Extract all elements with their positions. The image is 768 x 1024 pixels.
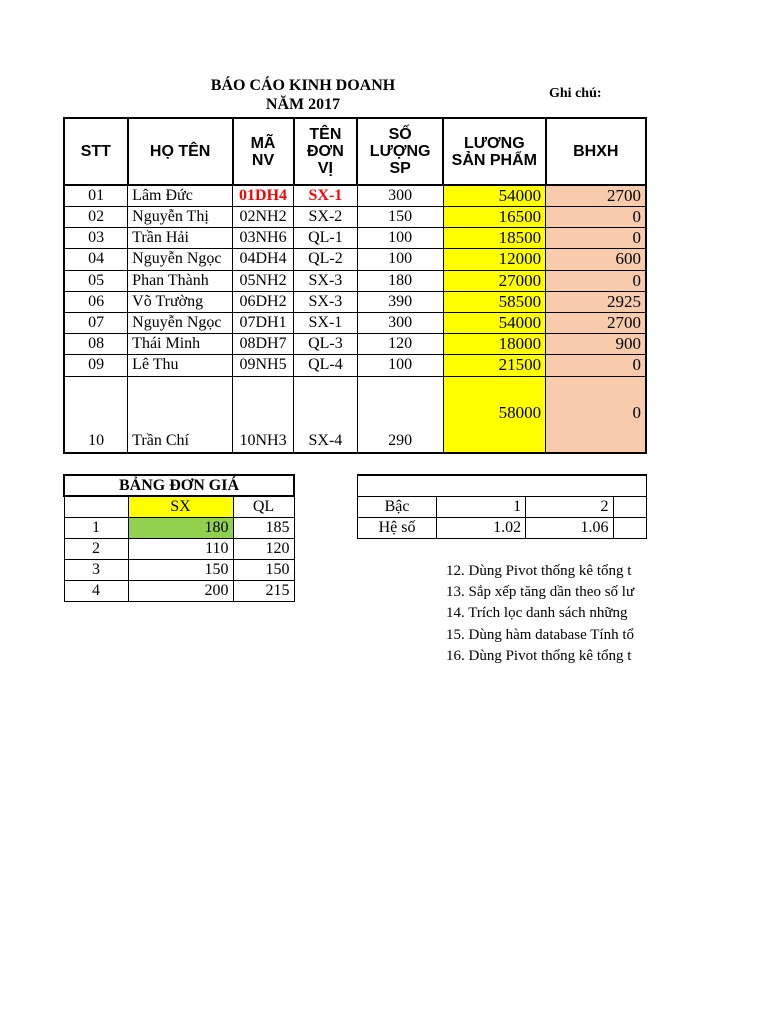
cell-stt[interactable]: 02 [64, 207, 128, 228]
price-ql[interactable]: 215 [233, 580, 294, 601]
price-sx[interactable]: 180 [128, 517, 233, 538]
cell-name[interactable]: Võ Trường [128, 291, 233, 312]
cell-name[interactable]: Thái Minh [128, 334, 233, 355]
cell-unit[interactable]: QL-3 [294, 334, 358, 355]
header-code[interactable]: MÃ NV [233, 118, 294, 185]
cell-bhxh[interactable]: 0 [546, 270, 646, 291]
price-sx[interactable]: 200 [128, 580, 233, 601]
cell-code[interactable]: 05NH2 [233, 270, 294, 291]
table-row [64, 291, 646, 312]
cell-name[interactable]: Nguyễn Thị [128, 207, 233, 228]
cell-qty[interactable]: 150 [357, 207, 443, 228]
cell-salary[interactable]: 58000 [443, 376, 546, 453]
cell-code[interactable]: 04DH4 [233, 249, 294, 270]
table-row [64, 207, 646, 228]
header-bhxh[interactable]: BHXH [546, 118, 646, 185]
table-row [64, 376, 646, 453]
cell-qty[interactable]: 300 [357, 185, 443, 207]
requirement-item: 16. Dùng Pivot thống kê tổng t [446, 648, 632, 664]
table-row [64, 334, 646, 355]
cell-salary[interactable]: 12000 [443, 249, 546, 270]
requirement-item: 13. Sắp xếp tăng dần theo số lư [446, 584, 635, 600]
cell-qty[interactable]: 390 [357, 291, 443, 312]
requirement-item: 14. Trích lọc danh sách những [446, 605, 628, 621]
price-level[interactable]: 2 [64, 538, 128, 559]
cell-name[interactable]: Nguyễn Ngọc [128, 312, 233, 333]
note-label: Ghi chú: [549, 86, 602, 101]
coef-row2-label[interactable]: Hệ số [358, 517, 437, 538]
cell-code[interactable]: 10NH3 [233, 376, 294, 453]
table-row [64, 270, 646, 291]
cell-stt[interactable]: 07 [64, 312, 128, 333]
cell-stt[interactable]: 04 [64, 249, 128, 270]
header-stt[interactable]: STT [64, 118, 128, 185]
coef-row1-value[interactable]: 2 [526, 496, 613, 517]
table-row [64, 249, 646, 270]
cell-stt[interactable]: 01 [64, 185, 128, 207]
report-title-line1: BÁO CÁO KINH DOANH [210, 77, 396, 94]
cell-bhxh[interactable]: 2700 [546, 185, 646, 207]
cell-name[interactable]: Nguyễn Ngọc [128, 249, 233, 270]
requirement-item: 15. Dùng hàm database Tính tổ [446, 627, 635, 643]
coef-row2-value[interactable]: 1.06 [526, 517, 613, 538]
cell-unit[interactable]: QL-1 [294, 228, 358, 249]
table-row [64, 355, 646, 376]
cell-bhxh[interactable]: 2700 [546, 312, 646, 333]
cell-salary[interactable]: 21500 [443, 355, 546, 376]
cell-salary[interactable]: 18000 [443, 334, 546, 355]
header-qty[interactable]: SỐ LƯỢNG SP [357, 118, 443, 185]
cell-bhxh[interactable]: 600 [546, 249, 646, 270]
cell-code[interactable]: 02NH2 [233, 207, 294, 228]
cell-stt[interactable]: 10 [64, 376, 128, 453]
unit-price-table [63, 474, 295, 602]
cell-qty[interactable]: 100 [357, 355, 443, 376]
cell-qty[interactable]: 100 [357, 228, 443, 249]
coef-empty-cell[interactable] [613, 496, 646, 517]
cell-qty[interactable]: 300 [357, 312, 443, 333]
requirement-item: 12. Dùng Pivot thống kê tổng t [446, 563, 632, 579]
price-level[interactable]: 3 [64, 559, 128, 580]
header-name[interactable]: HỌ TÊN [128, 118, 233, 185]
cell-bhxh[interactable]: 0 [546, 355, 646, 376]
table-row [64, 517, 294, 538]
cell-code[interactable]: 01DH4 [233, 185, 294, 207]
cell-qty[interactable]: 120 [357, 334, 443, 355]
table-row [64, 228, 646, 249]
cell-unit[interactable]: SX-1 [294, 312, 358, 333]
price-corner-cell[interactable] [64, 496, 128, 517]
price-col-ql[interactable]: QL [233, 496, 294, 517]
table-row [64, 185, 646, 207]
sales-report-table [63, 117, 647, 454]
price-rows [64, 517, 294, 601]
cell-salary[interactable]: 58500 [443, 291, 546, 312]
cell-unit[interactable]: QL-4 [294, 355, 358, 376]
cell-code[interactable]: 06DH2 [233, 291, 294, 312]
price-ql[interactable]: 185 [233, 517, 294, 538]
cell-code[interactable]: 08DH7 [233, 334, 294, 355]
cell-unit[interactable]: SX-4 [294, 376, 358, 453]
report-title-line2: NĂM 2017 [265, 96, 341, 113]
cell-code[interactable]: 09NH5 [233, 355, 294, 376]
cell-name[interactable]: Lâm Đức [128, 185, 233, 207]
price-ql[interactable]: 120 [233, 538, 294, 559]
cell-qty[interactable]: 180 [357, 270, 443, 291]
cell-unit[interactable]: QL-2 [294, 249, 358, 270]
cell-unit[interactable]: SX-1 [294, 185, 358, 207]
cell-stt[interactable]: 08 [64, 334, 128, 355]
cell-bhxh[interactable]: 0 [546, 207, 646, 228]
cell-stt[interactable]: 09 [64, 355, 128, 376]
cell-unit[interactable]: SX-3 [294, 270, 358, 291]
cell-salary[interactable]: 27000 [443, 270, 546, 291]
header-salary[interactable]: LƯƠNG SẢN PHẨM [443, 118, 546, 185]
price-col-sx[interactable]: SX [128, 496, 233, 517]
price-sx[interactable]: 110 [128, 538, 233, 559]
cell-stt[interactable]: 03 [64, 228, 128, 249]
cell-name[interactable]: Lê Thu [128, 355, 233, 376]
table-row [64, 580, 294, 601]
cell-stt[interactable]: 06 [64, 291, 128, 312]
cell-bhxh[interactable]: 0 [546, 228, 646, 249]
header-unit[interactable]: TÊN ĐƠN VỊ [294, 118, 358, 185]
report-rows [64, 185, 646, 453]
cell-unit[interactable]: SX-3 [294, 291, 358, 312]
cell-qty[interactable]: 290 [357, 376, 443, 453]
table-row [64, 312, 646, 333]
cell-salary[interactable]: 54000 [443, 185, 546, 207]
coef-row1-value[interactable]: 1 [437, 496, 526, 517]
cell-stt[interactable]: 05 [64, 270, 128, 291]
coef-row2-value[interactable]: 1.02 [437, 517, 526, 538]
table-row [64, 559, 294, 580]
cell-qty[interactable]: 100 [357, 249, 443, 270]
cell-salary[interactable]: 16500 [443, 207, 546, 228]
price-table-title[interactable]: BẢNG ĐƠN GIÁ [64, 475, 294, 496]
cell-name[interactable]: Phan Thành [128, 270, 233, 291]
coefficient-table [357, 474, 647, 539]
price-ql[interactable]: 150 [233, 559, 294, 580]
cell-code[interactable]: 03NH6 [233, 228, 294, 249]
coef-top-cell[interactable] [358, 475, 647, 496]
coef-row1-label[interactable]: Bậc [358, 496, 437, 517]
price-level[interactable]: 1 [64, 517, 128, 538]
coef-empty-cell[interactable] [613, 517, 646, 538]
cell-code[interactable]: 07DH1 [233, 312, 294, 333]
report-title [153, 76, 453, 114]
cell-salary[interactable]: 18500 [443, 228, 546, 249]
cell-bhxh[interactable]: 2925 [546, 291, 646, 312]
cell-unit[interactable]: SX-2 [294, 207, 358, 228]
cell-salary[interactable]: 54000 [443, 312, 546, 333]
table-row [64, 538, 294, 559]
cell-name[interactable]: Trần Chí [128, 376, 233, 453]
cell-name[interactable]: Trần Hải [128, 228, 233, 249]
cell-bhxh[interactable]: 900 [546, 334, 646, 355]
price-level[interactable]: 4 [64, 580, 128, 601]
cell-bhxh[interactable]: 0 [546, 376, 646, 453]
price-sx[interactable]: 150 [128, 559, 233, 580]
